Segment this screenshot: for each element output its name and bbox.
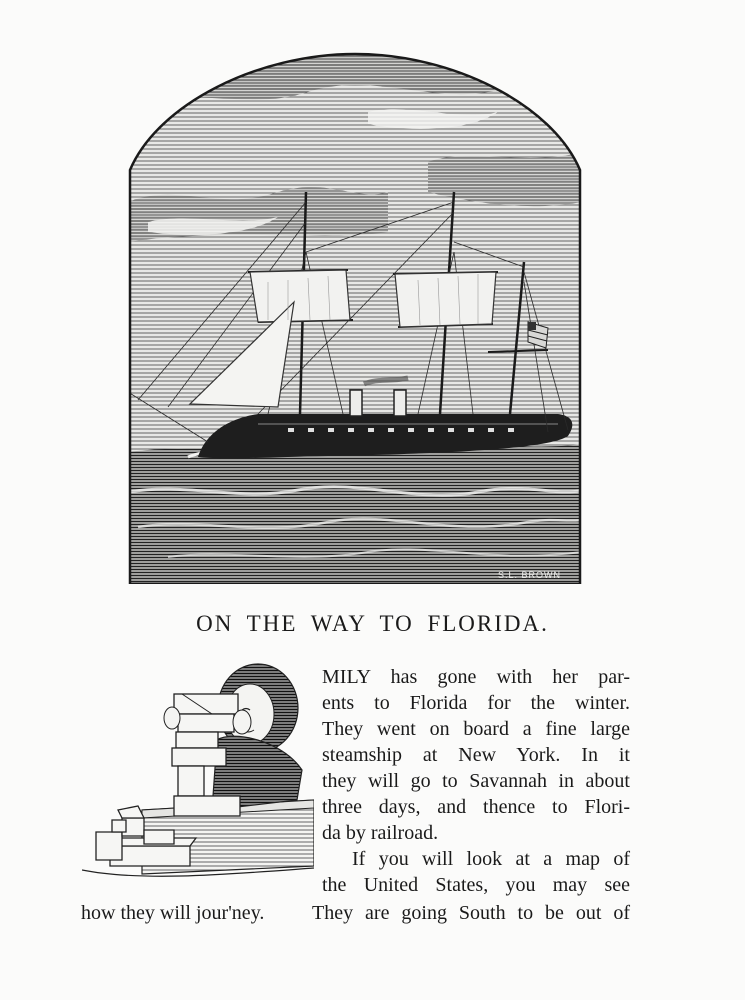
body-line-8: If you will look at a map of <box>352 848 630 870</box>
section-title: ON THE WAY TO FLORIDA. <box>196 611 549 636</box>
body-line-10-left: how they will jour'ney. <box>81 902 265 924</box>
body-line-7: da by railroad. <box>322 822 439 844</box>
body-line-10-right: They are going South to be out of <box>312 902 630 924</box>
body-line-6: three days, and thence to Flori- <box>322 796 630 818</box>
body-line-5: they will go to Savannah in about <box>322 770 630 792</box>
body-line-1: MILY has gone with her par- <box>322 666 630 688</box>
body-line-9: the United States, you may see <box>322 874 630 896</box>
body-line-2: ents to Florida for the winter. <box>322 692 630 714</box>
child-blocks-illustration <box>82 660 314 896</box>
body-line-3: They went on board a fine large <box>322 718 630 740</box>
body-line-4: steamship at New York. In it <box>322 744 630 766</box>
ship-engraving <box>128 52 582 584</box>
illustration-signature: S.L. BROWN <box>498 570 562 580</box>
